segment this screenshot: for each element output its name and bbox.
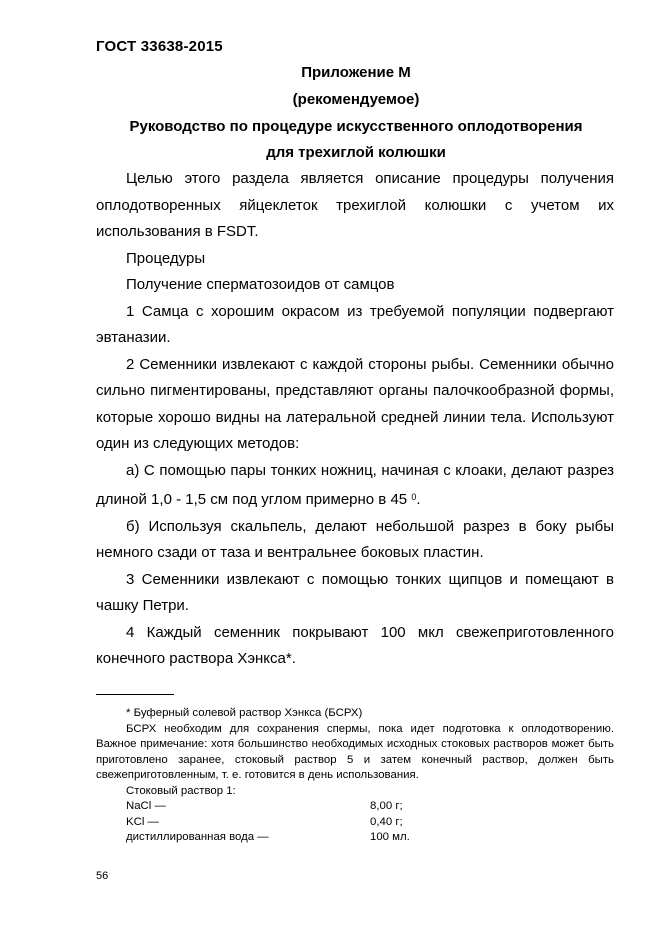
footnote-divider [96, 694, 174, 695]
procedures-heading: Процедуры [126, 249, 206, 267]
stock-row-amount: 8,00 г; [370, 800, 403, 812]
step-2b: б) Используя скальпель, делают небольшой разрез в боку рыбы немного сзади от таза и вентральнее боковых пластин. [96, 517, 614, 561]
stock-row-name: NaCl — [126, 800, 166, 812]
footnote [96, 706, 614, 846]
step-2a-end: . [416, 491, 421, 508]
page-number: 56 [96, 870, 109, 882]
footnote-line2: БСРХ необходим для сохранения спермы, пока идет подготовка к оплодотворению. Важное примечание: хотя большинство необходимых исходных стоковых растворов может быть приготовлено заранее, стоковый раствор 5 и затем конечный раствор, должен быть свежеприготовленным, т. е. готовится в день использования. [96, 722, 614, 781]
stock-row [96, 815, 614, 831]
step-1: 1 Самца с хорошим окрасом из требуемой популяции подвергают эвтаназии. [96, 302, 614, 346]
document-header: ГОСТ 33638-2015 [96, 38, 223, 55]
stock-row-amount: 0,40 г; [370, 815, 403, 828]
step-2a [96, 458, 614, 514]
stock-row-amount: 100 мл. [370, 831, 410, 843]
footnote-line1: * Буферный солевой раствор Хэнкса (БСРХ) [126, 707, 363, 719]
stock-title: Стоковый раствор 1: [126, 784, 236, 797]
stock-row-name: дистиллированная вода — [126, 831, 269, 843]
annex-heading-line1: Руководство по процедуре искусственного оплодотворения [129, 118, 583, 135]
stock-row [96, 830, 614, 846]
step-2: 2 Семенники извлекают с каждой стороны рыбы. Семенники обычно сильно пигментированы, представляют органы палочкообразной формы, которые хорошо видны на латеральной средней линии тела. Используют один из следующих методов: [96, 355, 614, 452]
annex-status: (рекомендуемое) [292, 91, 420, 108]
stock-row [96, 799, 614, 815]
intro-paragraph: Целью этого раздела является описание процедуры получения оплодотворенных яйцеклеток трехиглой колюшки с учетом их использования в FSDT. [96, 170, 614, 240]
annex-title: Приложение М [301, 64, 411, 81]
degree-sign: 0 [411, 492, 417, 502]
step-2a-text: а) С помощью пары тонких ножниц, начиная с клоаки, делают разрез длиной 1,0 - 1,5 см под углом примерно в 45 [96, 461, 614, 508]
step-4: 4 Каждый семенник покрывают 100 мкл свежеприготовленного конечного раствора Хэнкса*. [96, 623, 614, 667]
sperm-heading: Получение сперматозоидов от самцов [126, 276, 395, 293]
stock-row-name: KCl — [126, 815, 159, 828]
annex-heading-line2: для трехиглой колюшки [266, 144, 446, 161]
step-3: 3 Семенники извлекают с помощью тонких щипцов и помещают в чашку Петри. [96, 570, 614, 614]
main-text [96, 166, 614, 673]
